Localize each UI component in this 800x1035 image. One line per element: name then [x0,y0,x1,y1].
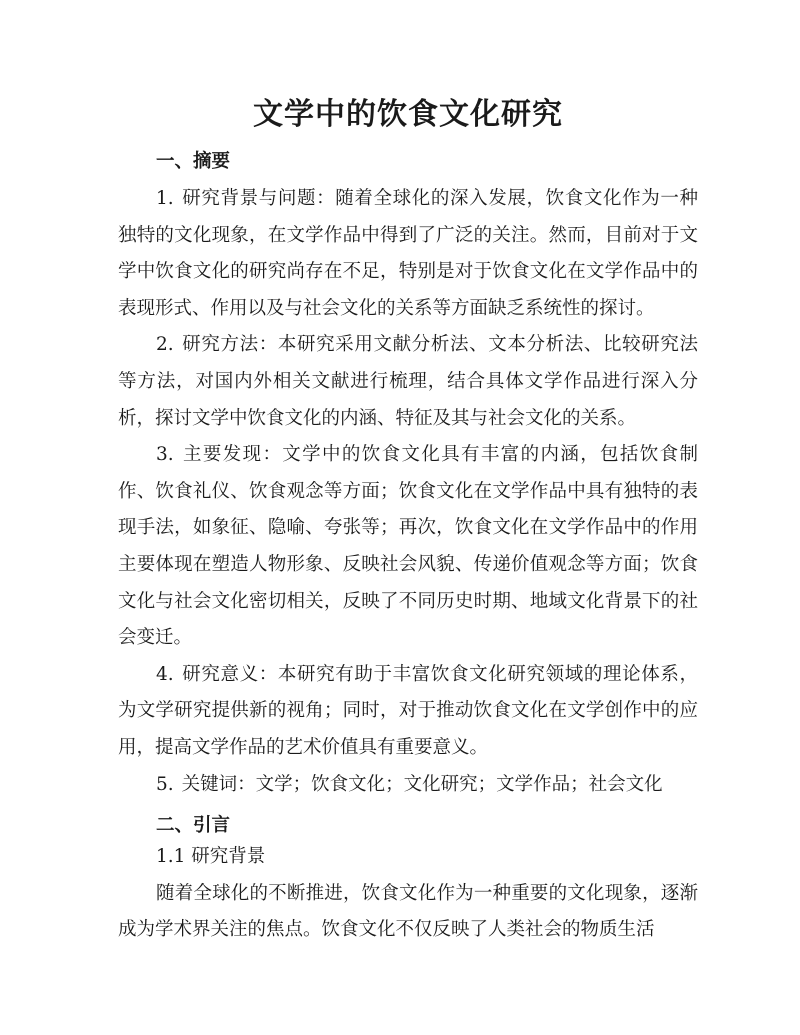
subsection-heading: 1.1 研究背景 [156,846,266,868]
keywords-paragraph [118,767,698,804]
paragraph-number: 4. [156,663,174,685]
page-title: 文学中的饮食文化研究 [253,97,563,132]
paragraph-text: 主要发现：文学中的饮食文化具有丰富的内涵，包括饮食制作、饮食礼仪、饮食观念等方面；饮食文化在文学作品中具有独特的表现手法，如象征、隐喻、夸张等；再次，饮食文化在文学作品中的作用主要体现在塑造人物形象、反映社会风貌、传递价值观念等方面；饮食文化与社会文化密切相关，反映了不同历史时期、地域文化背景下的社会变迁。 [118,444,698,649]
paragraph-text: 研究背景与问题：随着全球化的深入发展，饮食文化作为一种独特的文化现象，在文学作品中得到了广泛的关注。然而，目前对于文学中饮食文化的研究尚存在不足，特别是对于饮食文化在文学作品中的表现形式、作用以及与社会文化的关系等方面缺乏系统性的探讨。 [118,188,698,319]
keywords-text: 关键词：文学；饮食文化；文化研究；文学作品；社会文化 [181,773,663,795]
document-page [118,0,698,949]
section-heading-intro: 二、引言 [156,815,231,837]
abstract-paragraph [118,437,698,657]
paragraph-text: 研究意义：本研究有助于丰富饮食文化研究领域的理论体系，为文学研究提供新的视角；同时，对于推动饮食文化在文学创作中的应用，提高文学作品的艺术价值具有重要意义。 [118,663,698,758]
section-heading-abstract: 一、摘要 [156,151,231,172]
paragraph-number: 1. [156,188,174,209]
intro-paragraph: 随着全球化的不断推进，饮食文化作为一种重要的文化现象，逐渐成为学术界关注的焦点。饮食文化不仅反映了人类社会的物质生活 [118,882,698,941]
paragraph-number: 5. [156,773,174,795]
paragraph-number: 3. [156,444,174,466]
paragraph-number: 2. [156,334,174,356]
paragraph-text: 研究方法：本研究采用文献分析法、文本分析法、比较研究法等方法，对国内外相关文献进行梳理，结合具体文学作品进行深入分析，探讨文学中饮食文化的内涵、特征及其与社会文化的关系。 [118,334,698,429]
abstract-paragraph [118,657,698,767]
abstract-paragraph [118,327,698,437]
abstract-paragraph [118,181,698,327]
